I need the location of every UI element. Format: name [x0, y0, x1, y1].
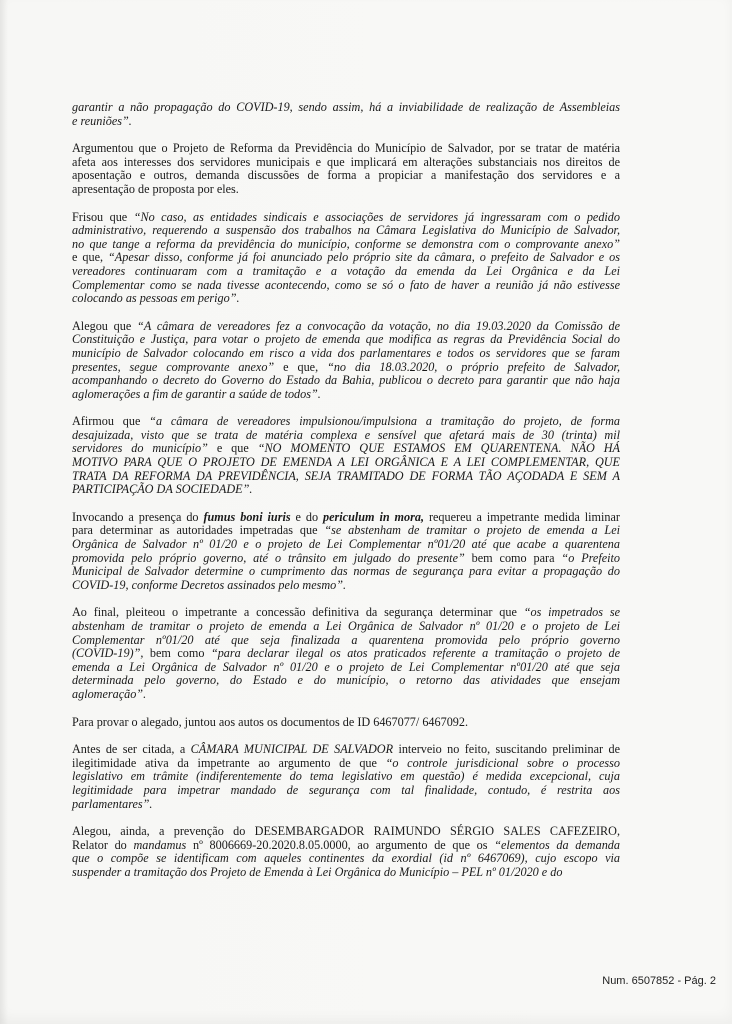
italic-run: “NO MOMENTO QUE ESTAMOS EM QUARENTENA. NÃO HÁ [257, 441, 621, 456]
text-line [72, 798, 620, 812]
text-line [72, 716, 620, 730]
text-run: e que [207, 441, 258, 456]
text-line [72, 524, 620, 538]
text-line [72, 538, 620, 552]
italic-run: PARTICIPAÇÃO DA SOCIEDADE”. [72, 482, 253, 497]
italic-run: “no dia 18.03.2020, o próprio prefeito de Salvador, [327, 359, 620, 374]
text-line [72, 374, 620, 388]
text-run: Argumentou que o Projeto de Reforma da Previdência do Município de Salvador, por se tratar de matéria [72, 141, 620, 156]
text-line [72, 606, 620, 620]
italic-run: (COVID-19)”, [72, 646, 144, 661]
text-run: Relator do [72, 837, 134, 852]
italic-run: “os impetrados se [523, 605, 620, 620]
bold-italic-run: fumus boni iuris [203, 509, 291, 524]
text-run: interveio no feito, suscitando preliminar de [393, 742, 621, 757]
text-run: e que, [72, 250, 109, 265]
italic-run: aglomeração”. [72, 686, 147, 701]
text-line [72, 224, 620, 238]
text-line [72, 647, 620, 661]
paragraph [72, 743, 620, 811]
text-line [72, 511, 620, 525]
italic-run: colocando as pessoas em perigo”. [72, 291, 240, 306]
text-line [72, 442, 620, 456]
text-run: Ao final, pleiteou o impetrante a concessão definitiva da segurança determinar que [72, 605, 524, 620]
text-line [72, 183, 620, 197]
paragraph [72, 142, 620, 196]
text-run: ilegitimidade ativa da impetrante ao argumento de que [72, 755, 386, 770]
text-run: Frisou que [72, 209, 134, 224]
italic-run: acompanhando o decreto do Governo do Estado da Bahia, publicou o decreto para garantir que não haja [72, 373, 620, 388]
text-line [72, 361, 620, 375]
italic-run: “Apesar disso, conforme já foi anunciado pelo próprio site da câmara, o prefeito de Salvador e os [108, 250, 620, 265]
text-line [72, 456, 620, 470]
italic-run: suspender a tramitação dos Projeto de Emenda à Lei Orgânica do Município – PEL nº 01/2020 e do [72, 864, 563, 879]
bold-italic-run: periculum in mora, [323, 509, 425, 524]
text-line [72, 142, 620, 156]
text-line [72, 757, 620, 771]
italic-run: TRATA DA REFORMA DA PREVIDÊNCIA, SEJA TRAMITADO DE FORMA TÃO AÇODADA E SEM A [72, 468, 620, 483]
italic-run: legitimidade para impetrar mandado de segurança com tal finalidade, contudo, é restrita aos [72, 782, 620, 797]
italic-run: que o compõe se identificam com aqueles continentes da exordial (id nº 6467069), cujo escopo via [72, 851, 620, 866]
text-run: Afirmou que [72, 414, 150, 429]
text-run: e do [290, 509, 324, 524]
italic-run: Orgânica de Salvador nº 01/20 e o projeto de Lei Complementar nº01/20 até que acabe a quarentena [72, 537, 620, 552]
text-line [72, 565, 620, 579]
text-line [72, 852, 620, 866]
document-body [72, 101, 620, 894]
italic-run: “o controle jurisdicional sobre o processo [385, 755, 620, 770]
text-line [72, 579, 620, 593]
text-run: nº 8006669-20.2020.8.05.0000, ao argumento de que os [186, 837, 495, 852]
italic-run: Constituição e Justiça, para votar o projeto de emenda que modifica as regras da Previdência Social do [72, 332, 620, 347]
paragraph [72, 320, 620, 402]
italic-run: “elementos da demanda [494, 837, 620, 852]
text-line [72, 661, 620, 675]
italic-run: mandamus [133, 837, 187, 852]
italic-run: servidores do município” [72, 441, 208, 456]
italic-run: vereadores continuaram com a tramitação e a votação da emenda da Lei Orgânica e da Lei [72, 263, 620, 278]
text-line [72, 429, 620, 443]
italic-run: “No caso, as entidades sindicais e associações de servidores já ingressaram com o pedido [133, 209, 620, 224]
text-run: Invocando a presença do [72, 509, 204, 524]
italic-run: determinada pelo governo, do Estado e do município, o retorno das atividades que ensejam [72, 673, 620, 688]
italic-run: presentes, segue comprovante anexo” [72, 359, 275, 374]
text-line [72, 211, 620, 225]
text-line [72, 743, 620, 757]
italic-run: promovida pelo próprio governo, até o trânsito em julgado do presente” [72, 550, 465, 565]
text-run: apresentação de proposta por eles. [72, 181, 239, 196]
text-line [72, 115, 620, 129]
text-run: afeta aos interesses dos servidores municipais e que implicará em alterações substanciais nos direitos de [72, 154, 620, 169]
text-run: Antes de ser citada, a [72, 742, 191, 757]
italic-run: parlamentares”. [72, 796, 153, 811]
text-run: Para provar o alegado, juntou aos autos os documentos de ID 6467077/ 6467092. [72, 714, 469, 729]
page-footer: Num. 6507852 - Pág. 2 [602, 975, 716, 987]
italic-run: emenda a Lei Orgânica de Salvador nº 01/20 e o projeto de Lei Complementar nº01/20 até que seja [72, 659, 620, 674]
italic-run: MOTIVO PARA QUE O PROJETO DE EMENDA A LEI ORGÂNICA E A LEI COMPLEMENTAR, QUE [72, 455, 620, 470]
italic-run: COVID-19, conforme Decretos assinados pelo mesmo”. [72, 577, 347, 592]
italic-run: “A câmara de vereadores fez a convocação da votação, no dia 19.03.2020 da Comissão de [137, 318, 620, 333]
italic-run: desajuizada, visto que se trata de matéria complexa e sensível que afetará mais de 30 (trinta) mil [72, 427, 620, 442]
text-run: bem como [143, 646, 211, 661]
italic-run: “a câmara de vereadores impulsionou/impulsiona a tramitação do projeto, de forma [149, 414, 620, 429]
paragraph [72, 716, 620, 730]
text-run: Alegou, ainda, a prevenção do DESEMBARGADOR RAIMUNDO SÉRGIO SALES CAFEZEIRO, [72, 824, 620, 839]
paragraph [72, 101, 620, 128]
text-line [72, 265, 620, 279]
italic-run: abstenham de tramitar o projeto de emenda a Lei Orgânica de Salvador nº 01/20 e o projeto de Lei [72, 619, 620, 633]
text-line [72, 866, 620, 880]
text-line [72, 251, 620, 265]
text-line [72, 825, 620, 839]
text-run: requereu a impetrante medida liminar [424, 509, 620, 524]
text-line [72, 101, 620, 115]
italic-run: “se abstenham de tramitar o projeto de emenda a Lei [324, 523, 620, 538]
text-line [72, 415, 620, 429]
text-line [72, 279, 620, 293]
italic-run: no que tange a reforma da previdência do município, conforme se demonstra com o comprovante anexo” [72, 236, 620, 251]
text-run: aposentação e outros, demanda discussões de forma a propiciar a manifestação dos servidores e a [72, 168, 620, 183]
italic-run: CÂMARA MUNICIPAL DE SALVADOR [190, 742, 394, 757]
italic-run: e reuniões”. [72, 113, 132, 128]
text-line [72, 674, 620, 688]
text-line [72, 347, 620, 361]
italic-run: Complementar como se nada tivesse acontecendo, como se só o fato de haver a reunião já não estivesse [72, 277, 620, 292]
text-line [72, 320, 620, 334]
italic-run: “para declarar ilegal os atos praticados referente a tramitação o projeto de [210, 646, 621, 661]
paragraph [72, 606, 620, 701]
text-line [72, 784, 620, 798]
text-run: e que, [274, 359, 328, 374]
text-line [72, 770, 620, 784]
text-line [72, 483, 620, 497]
italic-run: legislativo em trâmite (indiferentemente do tema legislativo em questão) é medida excepcional, cuja [72, 769, 620, 784]
text-run: para determinar as autoridades impetradas que [72, 523, 325, 538]
italic-run: garantir a não propagação do COVID-19, sendo assim, há a inviabilidade de realização de Assembleias [72, 100, 620, 114]
text-line [72, 238, 620, 252]
text-line [72, 470, 620, 484]
italic-run: “o Prefeito [561, 550, 621, 565]
text-line [72, 688, 620, 702]
text-line [72, 388, 620, 402]
italic-run: Municipal de Salvador determine o cumprimento das normas de segurança para evitar a propagação do [72, 564, 620, 579]
paragraph [72, 415, 620, 497]
italic-run: administrativo, requerendo a suspensão dos trabalhos na Câmara Legislativa do Município de Salvador, [72, 223, 620, 238]
italic-run: município de Salvador colocando em risco a vida dos parlamentares e todos os servidores que se faram [72, 345, 620, 360]
text-line [72, 634, 620, 648]
text-line [72, 333, 620, 347]
text-line [72, 620, 620, 634]
text-line [72, 839, 620, 853]
italic-run: aglomerações a fim de garantir a saúde de todos”. [72, 386, 321, 401]
paragraph [72, 511, 620, 593]
text-line [72, 156, 620, 170]
paragraph [72, 211, 620, 306]
text-line [72, 552, 620, 566]
text-run: Alegou que [72, 318, 138, 333]
italic-run: Complementar nº01/20 até que seja finalizada a quarentena promovida pelo próprio governo [72, 632, 620, 647]
text-line [72, 292, 620, 306]
paragraph [72, 825, 620, 879]
text-line [72, 169, 620, 183]
text-run: bem como para [464, 550, 562, 565]
